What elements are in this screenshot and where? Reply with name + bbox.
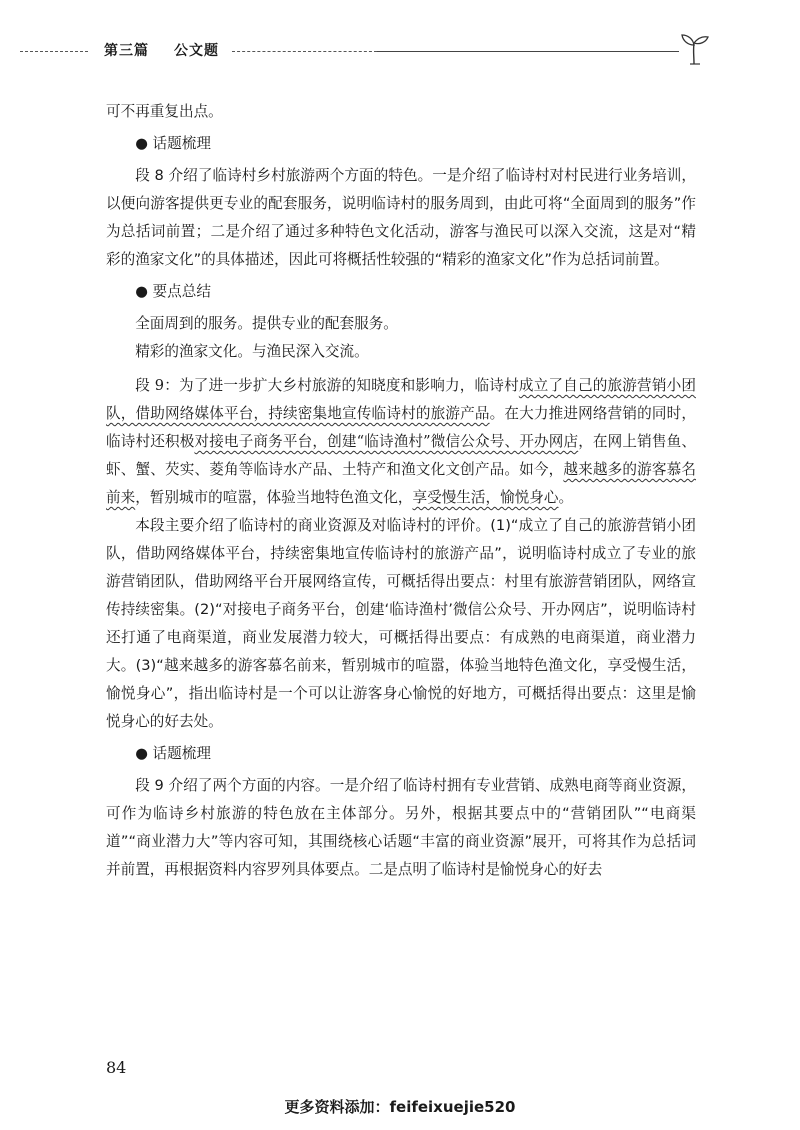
summary-point-1: 全面周到的服务。提供专业的配套服务。 (135, 315, 398, 332)
material-paragraph-9 (106, 372, 696, 512)
material-text-4: ，暂别城市的喧嚣，体验当地特色渔文化， (135, 489, 413, 506)
header-solid-rule (377, 51, 679, 52)
page-number: 84 (106, 1058, 127, 1077)
section-heading-topic-1: ● 话题梳理 (135, 135, 211, 152)
running-header (0, 28, 800, 68)
summary-point-2: 精彩的渔家文化。与渔民深入交流。 (135, 343, 369, 360)
topic-paragraph-2: 段 9 介绍了两个方面的内容。一是介绍了临诗村拥有专业营销、成熟电商等商业资源，可作为临诗乡村旅游的特色放在主体部分。另外，根据其要点中的“营销团队”“电商渠道”“商业潜力大”等内容可知，其围绕核心话题“丰富的商业资源”展开，可将其作为总括词并前置，再根据资料内容罗列具体要点。二是点明了临诗村是愉悦身心的好去 (106, 777, 696, 878)
header-dashed-rule-middle (232, 51, 377, 52)
material-text-2: 。在大力推进网络营销的同时，临诗村还积极 (106, 405, 696, 450)
material-text-3: ，在网上销售鱼、虾、蟹、芡实、菱角等临诗水产品、土特产和渔文化文创产品。如今， (106, 433, 696, 478)
section-heading-topic-2: ● 话题梳理 (135, 745, 211, 762)
footer-note: 更多资料添加：feifeixuejie520 (284, 1098, 516, 1116)
material-text-5: 。 (558, 489, 574, 506)
header-part-label: 第三篇 (104, 43, 149, 59)
material-underlined-2: 对接电子商务平台，创建“临诗渔村”微信公众号、开办网店 (194, 433, 579, 450)
topic-paragraph-1: 段 8 介绍了临诗村乡村旅游两个方面的特色。一是介绍了临诗村对村民进行业务培训，以便向游客提供更专业的配套服务，说明临诗村的服务周到，由此可将“全面周到的服务”作为总括词前置；二是介绍了通过多种特色文化活动，游客与渔民可以深入交流，这是对“精彩的渔家文化”的具体描述，因此可将概括性较强的“精彩的渔家文化”作为总括词前置。 (106, 167, 696, 268)
sprout-icon (678, 30, 710, 66)
header-dashed-rule-left (20, 51, 88, 52)
continuation-line: 可不再重复出点。 (106, 103, 223, 120)
material-underlined-1: 成立了自己的旅游营销小团队，借助网络媒体平台，持续密集地宣传临诗村的旅游产品 (106, 377, 696, 422)
material-underlined-3: 越来越多的游客慕名前来 (106, 461, 696, 506)
header-topic-label: 公文题 (174, 43, 219, 59)
page-content (106, 98, 696, 884)
material-text-1: 段 9：为了进一步扩大乡村旅游的知晓度和影响力，临诗村 (135, 377, 519, 394)
material-underlined-4: 享受慢生活，愉悦身心 (412, 489, 559, 506)
section-heading-summary: ● 要点总结 (135, 283, 211, 300)
analysis-paragraph: 本段主要介绍了临诗村的商业资源及对临诗村的评价。(1)“成立了自己的旅游营销小团队，借助网络媒体平台，持续密集地宣传临诗村的旅游产品”，说明临诗村成立了专业的旅游营销团队，借助网络平台开展网络宣传，可概括得出要点：村里有旅游营销团队，网络宣传持续密集。(2)“对接电子商务平台，创建‘临诗渔村’微信公众号、开办网店”，说明临诗村还打通了电商渠道，商业发展潜力较大，可概括得出要点：有成熟的电商渠道，商业潜力大。(3)“越来越多的游客慕名前来，暂别城市的喧嚣，体验当地特色渔文化，享受慢生活，愉悦身心”，指出临诗村是一个可以让游客身心愉悦的好地方，可概括得出要点：这里是愉悦身心的好去处。 (106, 517, 696, 730)
